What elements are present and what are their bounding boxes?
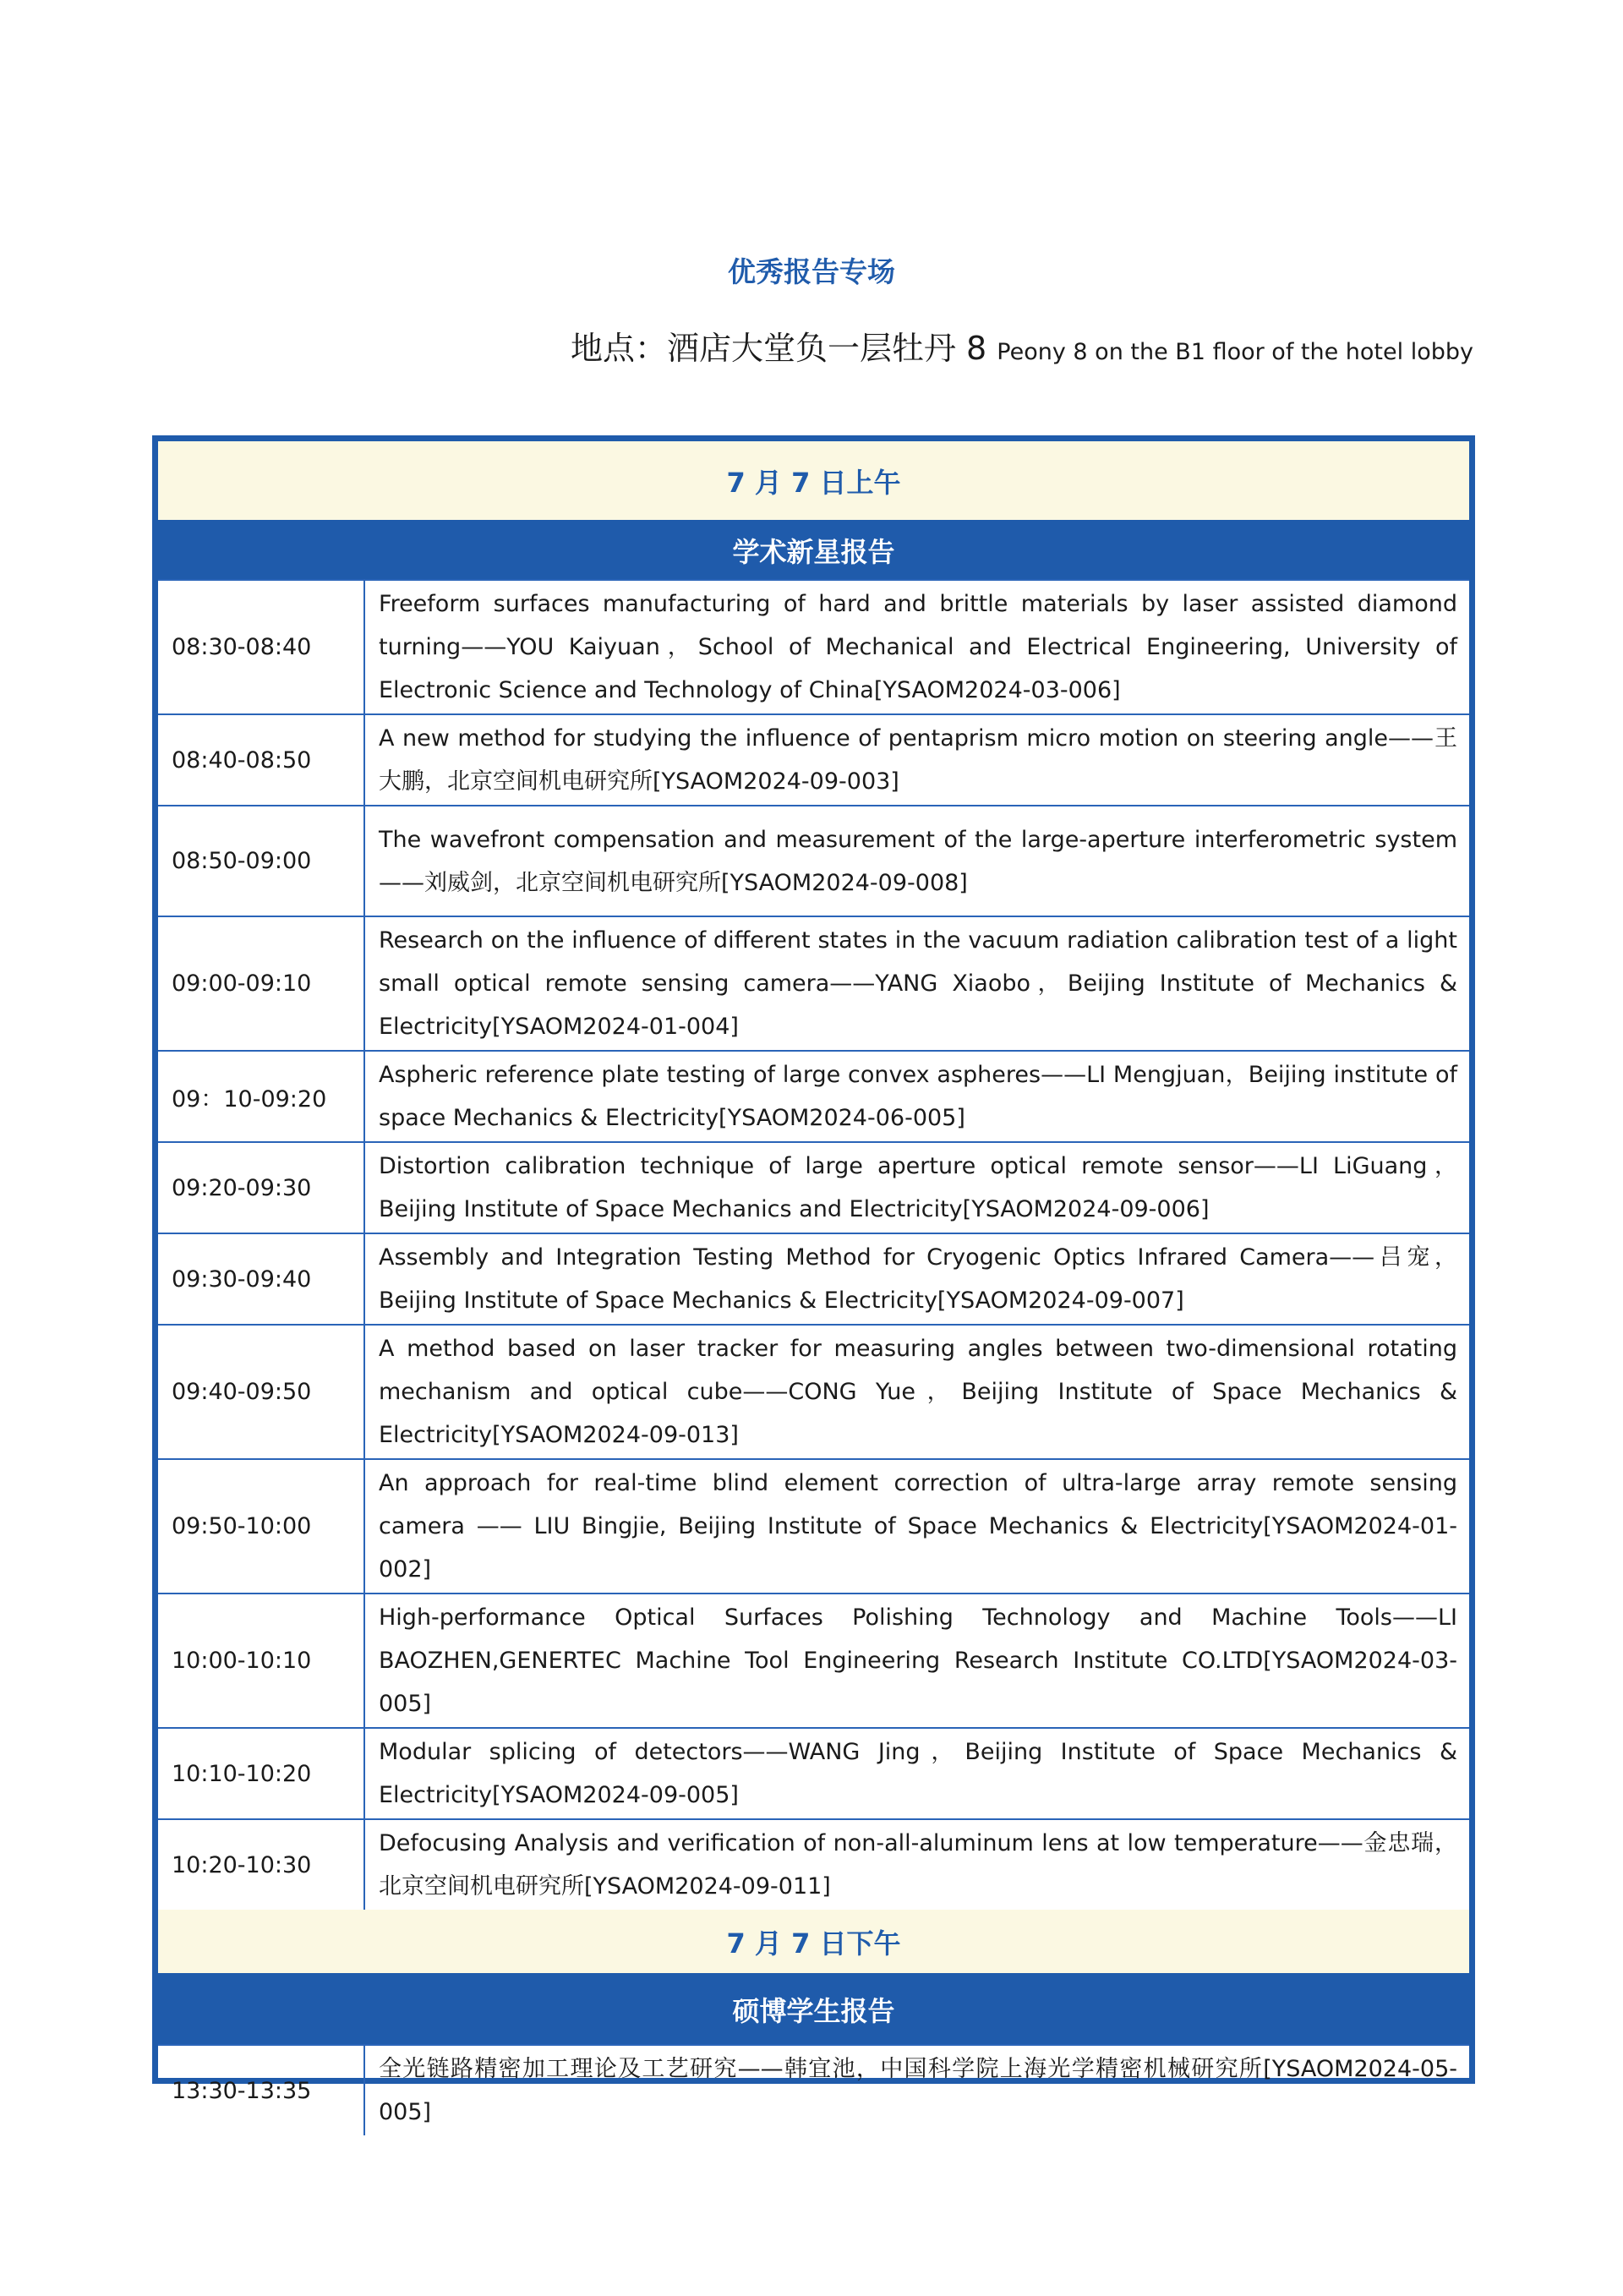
venue-label: 地点：酒店大堂负一层牡丹 8 bbox=[570, 330, 987, 367]
talk-cell: High-performance Optical Surfaces Polishing Technology and Machine Tools——LI BAOZHEN,GENERTEC Machine Tool Engineering Research Institute CO.LTD[YSAOM2024-03-005] bbox=[364, 1594, 1469, 1728]
time-cell: 09:20-09:30 bbox=[158, 1142, 364, 1233]
table-row bbox=[158, 1233, 1469, 1325]
talk-cell: The wavefront compensation and measurement of the large-aperture interferometric system——刘威剑，北京空间机电研究所[YSAOM2024-09-008] bbox=[364, 806, 1469, 916]
day-header-row bbox=[158, 1910, 1469, 1974]
section-header-row bbox=[158, 1974, 1469, 2045]
time-cell: 10:00-10:10 bbox=[158, 1594, 364, 1728]
talk-cell: Freeform surfaces manufacturing of hard and brittle materials by laser assisted diamond turning——YOU Kaiyuan，School of Mechanical and Electrical Engineering, University of Electronic Science and Technology of China[YSAOM2024-03-006] bbox=[364, 580, 1469, 714]
time-cell: 08:50-09:00 bbox=[158, 806, 364, 916]
time-cell: 09:00-09:10 bbox=[158, 916, 364, 1051]
venue-english: Peony 8 on the B1 floor of the hotel lobby bbox=[997, 339, 1473, 365]
time-cell: 10:10-10:20 bbox=[158, 1728, 364, 1819]
table-row bbox=[158, 916, 1469, 1051]
table-row bbox=[158, 806, 1469, 916]
section-header: 学术新星报告 bbox=[158, 521, 1469, 580]
time-cell: 13:30-13:35 bbox=[158, 2045, 364, 2135]
table-row bbox=[158, 1142, 1469, 1233]
time-cell: 09:50-10:00 bbox=[158, 1459, 364, 1594]
talk-cell: Research on the influence of different states in the vacuum radiation calibration test of a light small optical remote sensing camera——YANG Xiaobo，Beijing Institute of Mechanics & Electricity[YSAOM2024-01-004] bbox=[364, 916, 1469, 1051]
talk-cell: Modular splicing of detectors——WANG Jing，Beijing Institute of Space Mechanics & Electricity[YSAOM2024-09-005] bbox=[364, 1728, 1469, 1819]
table-row bbox=[158, 1819, 1469, 1910]
talk-cell: An approach for real-time blind element correction of ultra-large array remote sensing camera —— LIU Bingjie, Beijing Institute of Space Mechanics & Electricity[YSAOM2024-01-002] bbox=[364, 1459, 1469, 1594]
time-cell: 08:30-08:40 bbox=[158, 580, 364, 714]
talk-cell: Aspheric reference plate testing of large convex aspheres——LI Mengjuan，Beijing institute of space Mechanics & Electricity[YSAOM2024-06-005] bbox=[364, 1051, 1469, 1142]
section-header: 硕博学生报告 bbox=[158, 1974, 1469, 2045]
day-header-row bbox=[158, 441, 1469, 521]
section-header-row bbox=[158, 521, 1469, 580]
table-row bbox=[158, 1728, 1469, 1819]
time-cell: 09：10-09:20 bbox=[158, 1051, 364, 1142]
day-header: 7 月 7 日上午 bbox=[158, 441, 1469, 521]
time-cell: 10:20-10:30 bbox=[158, 1819, 364, 1910]
talk-cell: A new method for studying the influence of pentaprism micro motion on steering angle——王大鹏，北京空间机电研究所[YSAOM2024-09-003] bbox=[364, 714, 1469, 806]
table-row bbox=[158, 1325, 1469, 1459]
table-row bbox=[158, 1594, 1469, 1728]
table-row bbox=[158, 1459, 1469, 1594]
schedule-table-frame bbox=[152, 435, 1475, 2125]
time-cell: 08:40-08:50 bbox=[158, 714, 364, 806]
talk-cell: Defocusing Analysis and verification of non-all-aluminum lens at low temperature——金忠瑞，北京空间机电研究所[YSAOM2024-09-011] bbox=[364, 1819, 1469, 1910]
talk-cell: A method based on laser tracker for measuring angles between two-dimensional rotating mechanism and optical cube——CONG Yue，Beijing Institute of Space Mechanics & Electricity[YSAOM2024-09-013] bbox=[364, 1325, 1469, 1459]
table-row bbox=[158, 580, 1469, 714]
page-title: 优秀报告专场 bbox=[728, 255, 895, 288]
talk-cell: 全光链路精密加工理论及工艺研究——韩宜池，中国科学院上海光学精密机械研究所[YSAOM2024-05-005] bbox=[364, 2045, 1469, 2135]
day-header: 7 月 7 日下午 bbox=[158, 1910, 1469, 1974]
venue-line bbox=[571, 325, 1473, 376]
talk-cell: Distortion calibration technique of large aperture optical remote sensor——LI LiGuang，Beijing Institute of Space Mechanics and Electricity[YSAOM2024-09-006] bbox=[364, 1142, 1469, 1233]
table-row bbox=[158, 2045, 1469, 2135]
schedule-table bbox=[158, 441, 1469, 2135]
table-row bbox=[158, 714, 1469, 806]
time-cell: 09:40-09:50 bbox=[158, 1325, 364, 1459]
time-cell: 09:30-09:40 bbox=[158, 1233, 364, 1325]
table-row bbox=[158, 1051, 1469, 1142]
talk-cell: Assembly and Integration Testing Method for Cryogenic Optics Infrared Camera——吕宠，Beijing Institute of Space Mechanics & Electricity[YSAOM2024-09-007] bbox=[364, 1233, 1469, 1325]
